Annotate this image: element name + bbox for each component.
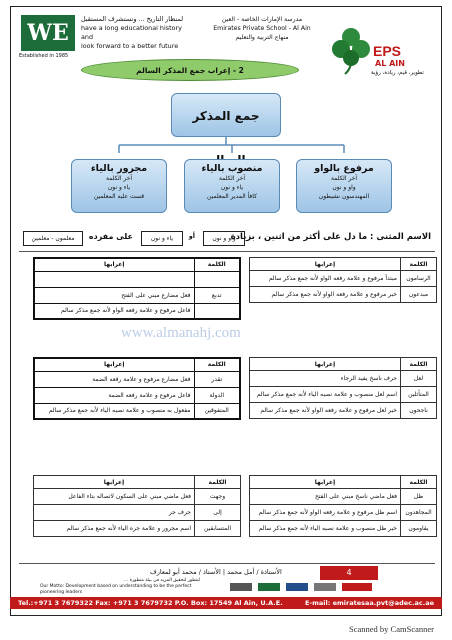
contact-bar	[10, 597, 442, 609]
eps-tagline: تطوير، قيم، ريادة، رؤية	[371, 70, 424, 76]
definition-text: الاسم المثنى : ما دل على أكثر من اثنين ، بزيادة	[230, 232, 431, 242]
partner-logos-icon	[230, 582, 380, 592]
table-1-left: الكلمة إعرابها تدبع فعل مضارع مبني على الفتح فاعل مرفوع و علامة رفعه الواو لأنه جمع مذكر سالم	[33, 257, 241, 320]
eps-logo: EPS AL AIN تطوير، قيم، ريادة، رؤية	[331, 25, 437, 81]
definition-box-waw: واو و نون	[203, 231, 245, 246]
definition-box-ya: ياء و نون	[141, 231, 183, 246]
page-number: 4	[320, 566, 378, 580]
table-3-right: الكلمة إعرابها ظل فعل ماضي ناسخ مبني على الفتح المجاهدون اسم ظل مرفوع و علامة رفعه الواو لأنه جمع مذكر سالم يقاومون خبر ظل منصوب و علامة نصبه الياء لأنه جمع مذكر سالم	[249, 475, 437, 537]
mission-text: لمنظار التاريخ ... ونستشرف المستقبل have a long educational history and look forward to a better future	[81, 15, 184, 50]
accreditation-logos	[230, 582, 380, 592]
divider	[19, 251, 435, 252]
definition-row: الاسم المثنى : ما دل على أكثر من اثنين ، بزيادة واو و نون أو ياء و نون على مفرده معلمون - معلمين	[19, 229, 435, 249]
tree-node-accusative: منصوب بالياء آخر الكلمة ياء و نون كافأ المدير المعلمين	[184, 159, 280, 213]
table-2-right: الكلمة إعرابها لعل حرف ناسخ يفيد الرجاء المتأثلين اسم لعل منصوب و علامة نصبه الياء لأنه جمع مذكر سالم ناجحون خبر لعل مرفوع و علامة رفعه الواو لأنه جمع مذكر سالم	[249, 357, 437, 419]
tree-root-node: جمع المذكر	[171, 93, 281, 137]
watermark: www.almanahj.com	[121, 325, 241, 341]
divider	[19, 563, 435, 564]
tree-node-nominative: مرفوع بالواو آخر الكلمة واو و نون المهندسون نشيطون	[296, 159, 392, 213]
school-name: مدرسة الإمارات الخاصة - العين Emirates Private School - Al Ain منهاج التربية والتعليم	[213, 16, 311, 41]
table-1-right: الكلمة إعرابها الرسامون مبتدأ مرفوع و علامة رفعه الواو لأنه جمع مذكر سالم مبدعون خبر مرفوع و علامة رفعه الواو لأنه جمع مذكر سالم	[249, 257, 437, 303]
table-3-left: الكلمة إعرابها وجهت فعل ماضي مبني على السكون لاتصاله بتاء الفاعل إلى حرف جر المتسابقين اسم مجرور و علامة جره الياء لأنه جمع مذكر سالم	[33, 475, 241, 537]
we-logo: WE	[21, 15, 75, 51]
lesson-title: 2 - إعراب جمع المذكر السالم	[81, 59, 299, 81]
worksheet-page	[10, 6, 442, 616]
teacher-names: الأستاذة / أمل محمد | الأستاذ / محمد أبو لمعارف	[150, 568, 282, 576]
tree-node-genitive: مجرور بالياء آخر الكلمة ياء و نون قست عليه المعلمين	[71, 159, 167, 213]
motto: لنتطور لتحقيق المزيد في بيئة متطورة ... Our Motto: Development based on understanding to be the perfect pioneering leaders	[40, 578, 200, 595]
table-2-left: الكلمة إعرابها تقدر فعل مضارع مرفوع و علامة رفعه الضمة الدولة فاعل مرفوع و علامة رفعه الضمة المتفوقين مفعول به منصوب و علامة نصبه الياء لأنه جمع مذكر سالم	[33, 357, 241, 420]
definition-examples: معلمون - معلمين	[23, 231, 83, 246]
contact-info: Tel.:+971 3 7679322 Fax: +971 3 7679732 P.O. Box: 17549 Al Ain, U.A.E.	[18, 599, 283, 607]
contact-email: E-mail: emiratesaa.pvt@adec.ac.ae	[304, 599, 434, 607]
scanner-credit: Scanned by CamScanner	[349, 624, 434, 634]
established-label: Established in 1985	[19, 53, 69, 59]
